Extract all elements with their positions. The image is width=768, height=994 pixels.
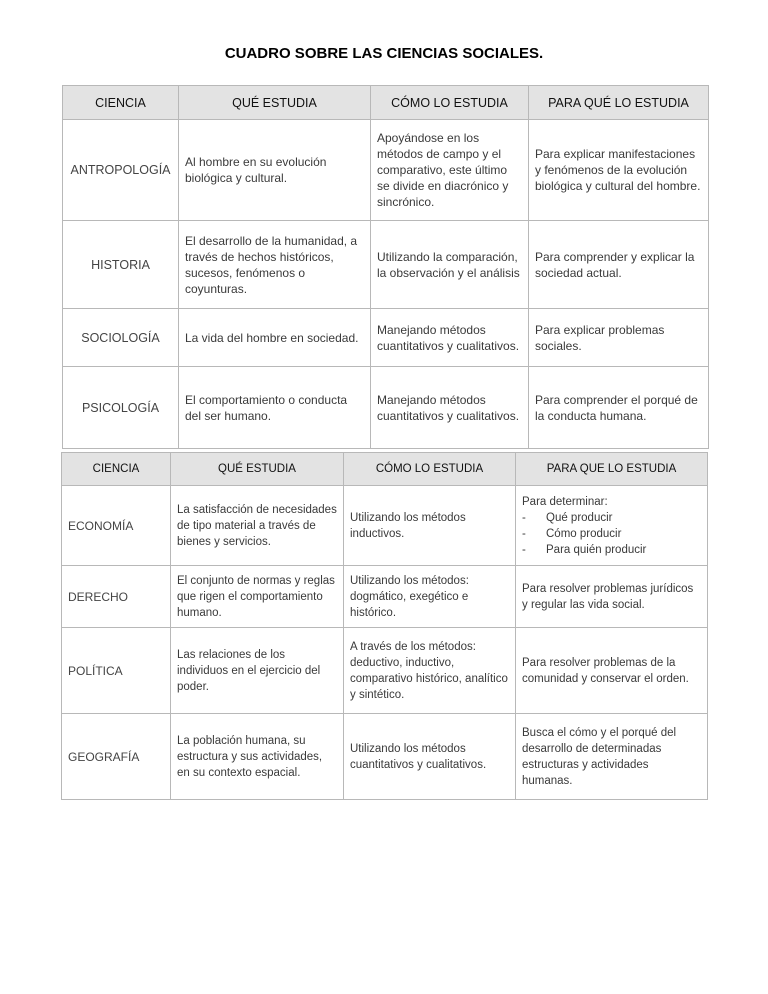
table-row xyxy=(62,486,708,566)
table-row xyxy=(63,309,709,367)
cell-para: Para explicar problemas sociales. xyxy=(529,309,709,367)
list-item: - Cómo producir xyxy=(522,526,701,542)
table-row xyxy=(62,714,708,800)
cell-para: Para resolver problemas de la comunidad y conservar el orden. xyxy=(516,628,708,714)
cell-para: Para resolver problemas jurídicos y regular las vida social. xyxy=(516,566,708,628)
cell-ciencia: GEOGRAFÍA xyxy=(62,714,171,800)
list-item: - Qué producir xyxy=(522,510,701,526)
cell-ciencia: DERECHO xyxy=(62,566,171,628)
header-como-lo-estudia: CÓMO LO ESTUDIA xyxy=(344,453,516,486)
table-row xyxy=(63,120,709,221)
para-intro: Para determinar: xyxy=(522,495,608,508)
cell-que: Las relaciones de los individuos en el ejercicio del poder. xyxy=(171,628,344,714)
cell-como: Utilizando los métodos inductivos. xyxy=(344,486,516,566)
cell-ciencia: SOCIOLOGÍA xyxy=(63,309,179,367)
header-que-estudia: QUÉ ESTUDIA xyxy=(171,453,344,486)
cell-que: Al hombre en su evolución biológica y cultural. xyxy=(179,120,371,221)
cell-que: El comportamiento o conducta del ser humano. xyxy=(179,367,371,449)
table-row xyxy=(63,367,709,449)
table-row xyxy=(62,566,708,628)
cell-ciencia: ECONOMÍA xyxy=(62,486,171,566)
header-para-que-lo-estudia: PARA QUE LO ESTUDIA xyxy=(516,453,708,486)
cell-para: Para comprender el porqué de la conducta humana. xyxy=(529,367,709,449)
cell-como: Apoyándose en los métodos de campo y el comparativo, este último se divide en diacrónico y sincrónico. xyxy=(371,120,529,221)
page-title: CUADRO SOBRE LAS CIENCIAS SOCIALES. xyxy=(224,45,544,62)
header-como-lo-estudia: CÓMO LO ESTUDIA xyxy=(371,86,529,120)
list-item: - Para quién producir xyxy=(522,542,701,558)
cell-como: Manejando métodos cuantitativos y cualitativos. xyxy=(371,309,529,367)
cell-ciencia: ANTROPOLOGÍA xyxy=(63,120,179,221)
cell-como: Manejando métodos cuantitativos y cualitativos. xyxy=(371,367,529,449)
cell-ciencia: POLÍTICA xyxy=(62,628,171,714)
cell-que: La población humana, su estructura y sus actividades, en su contexto espacial. xyxy=(171,714,344,800)
header-que-estudia: QUÉ ESTUDIA xyxy=(179,86,371,120)
para-list xyxy=(522,510,701,558)
cell-ciencia: PSICOLOGÍA xyxy=(63,367,179,449)
cell-como: Utilizando los métodos cuantitativos y cualitativos. xyxy=(344,714,516,800)
table-row xyxy=(62,628,708,714)
cell-como: Utilizando la comparación, la observación y el análisis xyxy=(371,221,529,309)
header-ciencia: CIENCIA xyxy=(63,86,179,120)
social-sciences-table-1 xyxy=(62,85,709,449)
table-header-row xyxy=(63,86,709,120)
cell-para: Busca el cómo y el porqué del desarrollo de determinadas estructuras y actividades humanas. xyxy=(516,714,708,800)
table-header-row xyxy=(62,453,708,486)
cell-para: Para comprender y explicar la sociedad actual. xyxy=(529,221,709,309)
social-sciences-table-2 xyxy=(61,452,708,800)
cell-como: Utilizando los métodos: dogmático, exegético e histórico. xyxy=(344,566,516,628)
cell-que: La satisfacción de necesidades de tipo material a través de bienes y servicios. xyxy=(171,486,344,566)
cell-ciencia: HISTORIA xyxy=(63,221,179,309)
cell-para: Para explicar manifestaciones y fenómenos de la evolución biológica y cultural del hombre. xyxy=(529,120,709,221)
cell-como: A través de los métodos: deductivo, inductivo, comparativo histórico, analítico y sintético. xyxy=(344,628,516,714)
table-row xyxy=(63,221,709,309)
header-para-que-lo-estudia: PARA QUÉ LO ESTUDIA xyxy=(529,86,709,120)
cell-que: El conjunto de normas y reglas que rigen el comportamiento humano. xyxy=(171,566,344,628)
cell-que: La vida del hombre en sociedad. xyxy=(179,309,371,367)
header-ciencia: CIENCIA xyxy=(62,453,171,486)
cell-que: El desarrollo de la humanidad, a través de hechos históricos, sucesos, fenómenos o coyunturas. xyxy=(179,221,371,309)
cell-para xyxy=(516,486,708,566)
